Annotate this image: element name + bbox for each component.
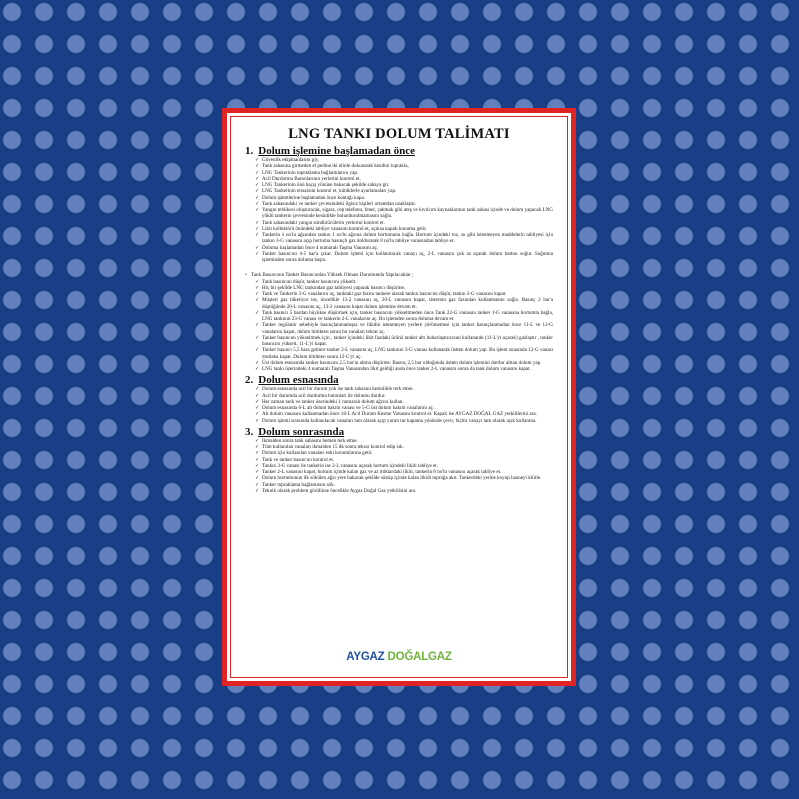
instruction-poster: [222, 108, 576, 686]
section-1-sublist: [245, 279, 553, 373]
section-number: 3.: [245, 425, 254, 438]
list-item: ✓ Dolum hortumunun ilk sökülen ağzı yere bakacak şekilde söküp içinde kalan likidi toprağa akıt. Tankerdeki yerine koyup hazneyi kilitle.: [255, 475, 553, 481]
list-item: ✓ Acil Durdurma Butonlarının yerlerini kontrol et.: [255, 176, 553, 182]
section-1-heading: [245, 145, 553, 157]
list-item: ✓ LNG Tankerinin topraklama bağlantılarını yap.: [255, 170, 553, 176]
section-3-list: [245, 438, 553, 494]
list-item: ✓ Dolum işlemi sırasında kullanılacak vanaları tam olarak açıp yarım tur kapama yönünde çevir, hiçbir vanayı tam olarak açık kullanma.: [255, 418, 553, 424]
logo-part-dogalgaz: DOĞALGAZ: [387, 651, 452, 663]
list-item: ✓ Dolum işlemlerine başlamadan önce kontağı kapa.: [255, 195, 553, 201]
list-item: ✓ Tanker basıncını 4-5 bar'a çıkar. Dolum işlemi için kullanılacak vanayı aç, 2-L vanasını çok az açarak dolum hattını soğut. Soğutma işleminden sonra doluma başla.: [255, 251, 553, 264]
list-item: ✓ Tank ve Tankerin 3-G vanalarını aç, tanktaki gaz fazını tankere alarak tankın basıncını düşür, tankın 3-G vanasını kapat.: [255, 291, 553, 297]
section-3-heading: [245, 426, 553, 438]
list-item: ✓ Tanker regülatör sebebiyle basınçlanmamışsa ve likidin istenmeyen yerlere yürümemesi için tanker basınçlanmadan önce 11-L ve 12-G vanalarını kapat, dolum bittikten sonra bu vanaları tekrar aç.: [255, 322, 553, 335]
section-title: Dolum işlemine başlamadan önce: [258, 145, 416, 157]
list-item: ✓ Acil bir durumda acil durdurma butonları ile dolumu durdur.: [255, 393, 553, 399]
section-1-list: [245, 157, 553, 263]
list-item: ✓ Dolum esnasında acil bir durum yok ise tank sahasını kesinlikle terk etme.: [255, 386, 553, 392]
list-item: ✓ Güvenlik ekipmanlarını giy.: [255, 157, 553, 163]
logo-part-aygaz: AYGAZ: [346, 651, 385, 663]
list-item: ✓ Likit kollektörü önündeki tahliye vanasını kontrol et, açıksa kapalı konuma getir.: [255, 226, 553, 232]
section-2-list: [245, 386, 553, 424]
section-title: Dolum sonrasında: [258, 425, 345, 438]
section-number: 1.: [245, 145, 254, 157]
section-title: Dolum esnasında: [258, 374, 339, 387]
list-item: ✓ Üst dolum esnasında tanker basıncını 2.5 bar'ın altına düşürme. Basınç 2,5 bar olduğunda üstten dolum işlemini durdur alttan dolum yap.: [255, 360, 553, 366]
section-1-subheading: • Tank Basıncının Tanker Basıncından Yüksek Olması Durumunda Yapılacaklar ;: [245, 272, 553, 278]
poster-title: LNG TANKI DOLUM TALİMATI: [288, 126, 510, 142]
section-number: 2.: [245, 374, 254, 387]
list-item: ✓ Tüm kullanılan vanaları ikmalden 15 dk sonra tekrar kontrol edip sık.: [255, 444, 553, 450]
list-item: ✓ Tank ve tanker basıncını kontrol et.: [255, 457, 553, 463]
list-item: ✓ Tankerin 1 no'lu ağzından tankın 1 no'lu ağzına dolum hortumunu bağla. Hortum içindeki toz, su gibi istenmeyen maddelerin tahliyesi için tankın 3-G vanasını açıp hortuma basınçlı gaz doldurarak 8 no'lu tahliye vanasından tahliye et.: [255, 232, 553, 245]
list-item: ✓ LNG tankı üzerindeki 4 numaralı Taşma Vanasından likit geldiği anda önce tanker 2-L vanasını sonra da tank dolum vanasını kapat.: [255, 366, 553, 372]
list-item: ✓ Dolum esnasında 6-L alt dolum bakım vanası ve 5-G üst dolum bakım vanalarını aç.: [255, 405, 553, 411]
list-item: ✓ İkmalden sonra tank sahasını hemen terk etme.: [255, 438, 553, 444]
list-item: ✓ Yangın tehlikesi oluşturacak, sigara, cep telefonu, fener, çakmak gibi ateş ve kıvılcım kaynaklarının tank sahası içinde ve dolum yapacak LNG yüklü tankerin çevresinde kesinlikle bulundurulmamasını sağla.: [255, 207, 553, 220]
list-item: ✓ Tank sahasına girmeden el pedine iki elinle dokunarak kendini toprakla,: [255, 163, 553, 169]
list-item: ✓ Tanker basıncı 5,5 bara gelince tanker 2-L vanasını aç, LNG tankının 3-G vanası kullanarak üstten dolum yap. Bu işlem sırasında 12-G vanası mutlaka kapat. Dolum bittikten sonra 12-G'yi aç.: [255, 347, 553, 360]
spacer: [245, 263, 553, 270]
list-item: ✓ Tank basıncını düşür, tanker basıncını yükselt.: [255, 279, 553, 285]
list-item: ✓ Teknik olarak problem görülürse öncelikle Aygaz Doğal Gaz yetkilisini ara.: [255, 488, 553, 494]
poster-inner-border: [230, 116, 568, 678]
list-item: ✓ Tanker basıncını yükseltmek için , tanker içindeki likit fazdaki ürünü tanker altı buharlaştırıcısını kullanarak (11-L'yi açarak) gazlaştır , tanker basıncını yükselt, 11-L'yi kapat.: [255, 335, 553, 348]
list-item: ✓ Tank basıncı 5 bardan büyükse düşürmek için, tanker basıncını yükseltmeden önce Tank 22-G vanasını tanker 1-G vanasına hortumla bağla, LNG tankının 23-G vanası ve tankerin 2-L vanalarını aç. Bu işlemden sonra doluma devam et.: [255, 310, 553, 323]
section-2-heading: [245, 374, 553, 386]
list-item: ✓ Dolum için kullanılan vanaları eski konumlarına getir.: [255, 450, 553, 456]
list-item: ✓ Müşteri gaz tüketiyor ise, öncelikle 13-2 vanasını aç, 20-L vanasını kapat, sisternin gaz fazından kullanmasını sağla. Basınç 2 bar'a düştüğünde 20-L vanasını aç, 13-2 vanasını kapat dolum işlemine devam et.: [255, 297, 553, 310]
list-item: ✓ Hiç bir şekilde LNG tankından gaz tahliyesi yaparak basıncı düşürme.: [255, 285, 553, 291]
list-item: ✓ Her zaman tank ve tanker üzerindeki 1 numaralı dolum ağzını kullan.: [255, 399, 553, 405]
list-item: ✓ Alt dolum vanasını kullanmadan önce 18-L Acil Durum Kesme Vanasını kontrol et. Kapalı ise AYGAZ DOĞAL GAZ yetkililerini ara.: [255, 411, 553, 417]
list-item: ✓ Tank sahasındaki yangın söndürücülerin yerlerini kontrol et.: [255, 220, 553, 226]
list-item: ✓ Doluma başlamadan önce 4 numaralı Taşma Vanasını aç.: [255, 245, 553, 251]
aygaz-dogalgaz-logo: [231, 651, 567, 663]
list-item: ✓ Tank sahasındaki ve tanker çevresindeki ilgisiz kişileri ortamdan uzaklaştır.: [255, 201, 553, 207]
list-item: ✓ Tanker topraklama bağlantısını sök.: [255, 482, 553, 488]
list-item: ✓ Tankın 3-G vanası ile tankerin ise 2-L vanasını açarak hortum içindeki likiti tahliye et.: [255, 463, 553, 469]
list-item: ✓ LNG Tankerinin terazisini kontrol et, kütüklerle ayarlamaları yap.: [255, 188, 553, 194]
list-item: ✓ Tanker 2-L vanasını kapat, hortum içinde kalan gaz ve az miktardaki likiti, tankerin 8 no'lu vanasını açarak tahliye et.: [255, 469, 553, 475]
list-item: ✓ LNG Tankerinin önü kaçış yönüne bakacak şekilde sahaya gir.: [255, 182, 553, 188]
